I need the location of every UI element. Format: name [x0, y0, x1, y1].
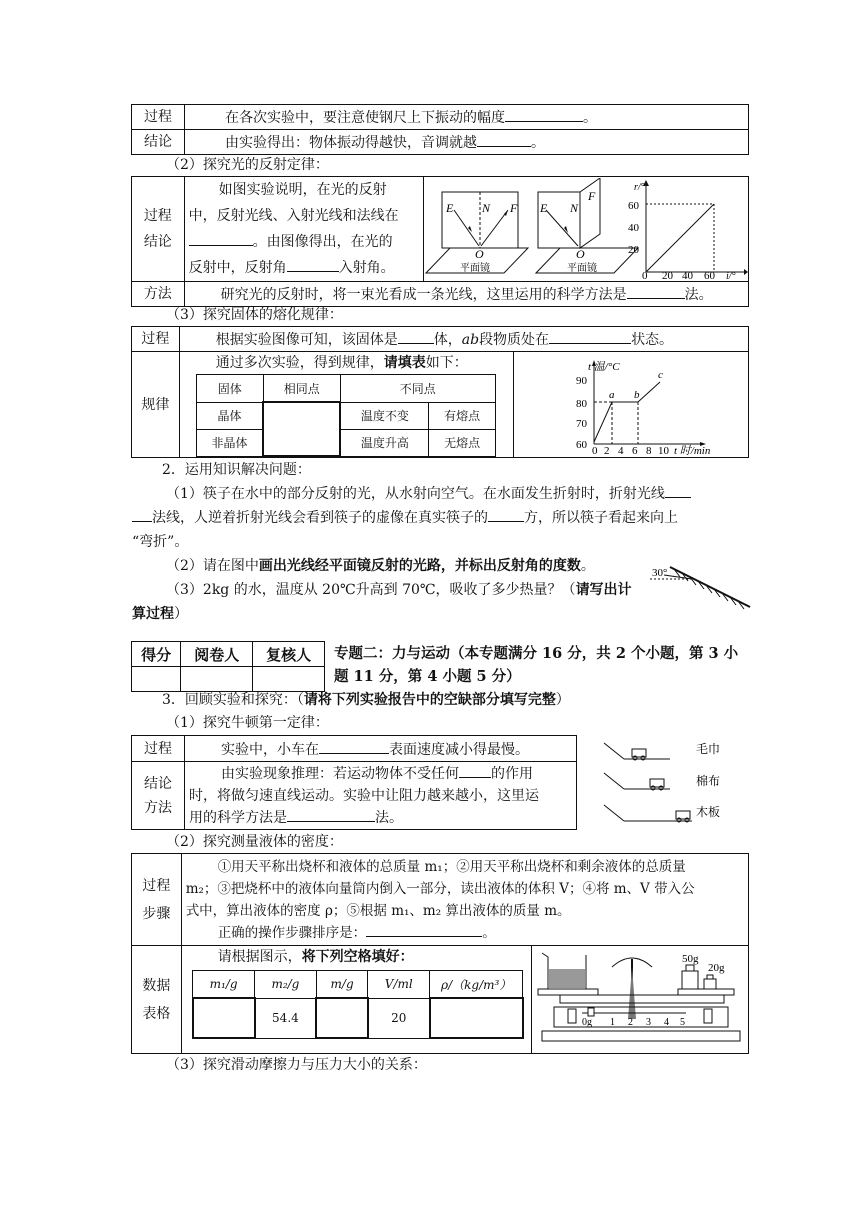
- density-input[interactable]: [430, 998, 523, 1038]
- question-2: 2．运用知识解决问题： （1）筷子在水中的部分反射的光，从水射向空气。在水面发生折射时，折射光线 法线，人逆着折射光线会看到筷子的虚像在真实筷子的 方，所以筷子看起来向上 “弯折”。 （2）请在图中画出光线经平面镜反射的光路，并标出反射角的度数。 （3）2kg 的水，温度从 20℃升高到 70℃，吸收了多少热量？（请写出计 算过程）: [150, 458, 760, 618]
- melting-table: [131, 326, 749, 458]
- svg-text:60: 60: [628, 200, 639, 212]
- method-label: 方法: [132, 282, 185, 307]
- svg-text:60: 60: [704, 270, 715, 280]
- svg-text:F: F: [510, 201, 518, 215]
- answer-blank[interactable]: [505, 107, 583, 122]
- svg-text:20: 20: [662, 270, 673, 280]
- topic-2-heading: 专题二：力与运动（本专题满分 16 分，共 2 个小题，第 3 小 题 11 分，第 4 小题 5 分）: [334, 645, 739, 685]
- reflection-text: 如图实验说明，在光的反射 中，反射光线、入射光线和法线在 。由图像得出，在光的 反射中，反射角 入射角。: [184, 177, 423, 282]
- reflection-table: [131, 176, 749, 307]
- mirror-diagram: [424, 178, 748, 280]
- section-heading: （2）探究光的反射定律：: [166, 157, 329, 173]
- svg-text:60: 60: [576, 438, 587, 451]
- mirror-angle-figure: [650, 555, 755, 615]
- svg-text:2: 2: [628, 1016, 633, 1028]
- grader-label: 阅卷人: [181, 642, 253, 667]
- m1-input[interactable]: [193, 998, 255, 1038]
- svg-text:c: c: [658, 368, 663, 381]
- newton-conclusion-text: 由实验现象推理：若运动物体不受任何 的作用 时，将做匀速直线运动。实验中让阻力越来越小，这里运 用的科学方法是 法。: [185, 762, 577, 830]
- svg-text:N: N: [482, 201, 491, 215]
- svg-text:t 温/°C: t 温/°C: [588, 360, 620, 373]
- process-label: 过程: [132, 736, 185, 762]
- newton-table: [131, 735, 577, 830]
- same-point-input[interactable]: [263, 402, 340, 456]
- svg-text:0g: 0g: [582, 1016, 592, 1028]
- answer-blank[interactable]: [366, 922, 482, 937]
- question-3-title: 3．回顾实验和探究：（请将下列实验报告中的空缺部分填写完整）: [162, 692, 570, 708]
- svg-text:E: E: [540, 201, 548, 215]
- section-heading: （3）探究固体的熔化规律：: [166, 307, 343, 323]
- svg-text:90: 90: [576, 374, 587, 387]
- density-steps-text: ①用天平称出烧杯和液体的总质量 m₁；②用天平称出烧杯和剩余液体的总质量 m₂；③把烧杯中的液体向量筒内倒入一部分，读出液体的体积 V；④将 m、V 带入公 式中，算出液体的密度 ρ；⑤根据 m₁、m₂ 算出液体的质量 m。 正确的操作步骤排序是： 。: [181, 854, 748, 946]
- svg-text:10: 10: [658, 444, 669, 456]
- svg-text:20g: 20g: [708, 961, 725, 974]
- answer-blank[interactable]: [665, 483, 691, 498]
- svg-text:30°: 30°: [652, 567, 668, 579]
- rule-label: 规律: [132, 352, 180, 458]
- svg-text:0: 0: [592, 444, 598, 456]
- svg-text:4: 4: [664, 1016, 669, 1028]
- section-heading: （3）探究滑动摩擦力与压力大小的关系：: [166, 1057, 427, 1073]
- conclusion-label: 结论: [132, 130, 185, 155]
- process-steps-label: 过程 步骤: [132, 854, 182, 946]
- process-text: 在各次实验中，要注意使钢尺上下振动的幅度 。: [185, 105, 749, 130]
- vibration-table: [131, 104, 749, 155]
- score-box: [131, 641, 325, 692]
- svg-text:平面镜: 平面镜: [460, 263, 490, 274]
- svg-text:0: 0: [642, 270, 648, 280]
- svg-text:3: 3: [646, 1016, 651, 1028]
- svg-text:平面镜: 平面镜: [567, 263, 597, 274]
- svg-text:1: 1: [610, 1016, 615, 1028]
- incline-figures: [580, 735, 750, 831]
- density-table: [131, 853, 749, 1054]
- svg-text:F: F: [588, 189, 596, 203]
- svg-text:40: 40: [628, 222, 639, 234]
- svg-text:6: 6: [632, 444, 638, 456]
- svg-text:O: O: [576, 247, 585, 261]
- balance-figure-cell: [532, 946, 749, 1054]
- answer-blank[interactable]: [477, 132, 531, 147]
- process-label: 过程: [132, 105, 185, 130]
- section-heading: （1）探究牛顿第一定律：: [166, 715, 329, 731]
- melting-graph-cell: [514, 352, 749, 458]
- m2-value: 54.4: [255, 998, 317, 1038]
- conclusion-text: 由实验得出：物体振动得越快，音调就越 。: [185, 130, 749, 155]
- v-value: 20: [368, 998, 430, 1038]
- svg-text:O: O: [475, 247, 484, 261]
- density-data-cell: 请根据图示，将下列空格填好： m₁/g m₂/g m/g V/ml ρ/（kg/m³） 54.4 20: [181, 946, 531, 1054]
- process-conclusion-label: 过程 结论: [132, 177, 185, 282]
- svg-text:8: 8: [646, 444, 652, 456]
- m-input[interactable]: [316, 998, 368, 1038]
- process-label: 过程: [132, 327, 180, 352]
- reflection-figures: [424, 177, 749, 282]
- newton-process-text: 实验中，小车在 表面速度减小得最慢。: [185, 736, 577, 762]
- svg-text:r/°: r/°: [634, 182, 645, 193]
- svg-text:20: 20: [628, 244, 639, 256]
- answer-blank[interactable]: [132, 507, 152, 522]
- answer-blank[interactable]: [459, 763, 491, 778]
- svg-text:N: N: [570, 201, 579, 215]
- melting-process-text: 根据实验图像可知，该固体是 体，ab段物质处在 状态。: [179, 327, 748, 352]
- data-table-label: 数据 表格: [132, 946, 182, 1054]
- answer-blank[interactable]: [488, 507, 524, 522]
- svg-text:4: 4: [618, 444, 624, 456]
- answer-blank[interactable]: [398, 329, 434, 344]
- svg-text:2: 2: [604, 444, 610, 456]
- answer-blank[interactable]: [287, 257, 339, 272]
- melting-graph: [514, 354, 748, 456]
- svg-text:50g: 50g: [682, 952, 699, 965]
- rule-cell: 通过多次实验，得到规律，请填表如下： 固体 相同点 不同点 晶体 温度不变 有熔点 非晶体 温度升高 无熔点: [179, 352, 513, 458]
- score-label: 得分: [132, 642, 181, 667]
- svg-text:70: 70: [576, 417, 587, 430]
- answer-blank[interactable]: [627, 284, 685, 299]
- conclusion-method-label: 结论 方法: [132, 762, 185, 830]
- svg-text:t 时/min: t 时/min: [674, 444, 711, 456]
- svg-text:毛巾: 毛巾: [696, 742, 721, 756]
- svg-text:E: E: [446, 201, 454, 215]
- svg-text:80: 80: [576, 397, 587, 410]
- svg-text:a: a: [609, 388, 615, 401]
- reviewer-label: 复核人: [253, 642, 325, 667]
- answer-blank[interactable]: [189, 231, 253, 246]
- svg-text:b: b: [634, 388, 640, 401]
- svg-text:40: 40: [682, 270, 693, 280]
- balance-figure: [532, 947, 748, 1053]
- svg-text:木板: 木板: [696, 805, 721, 819]
- svg-text:5: 5: [680, 1016, 685, 1028]
- svg-text:i/°: i/°: [726, 271, 736, 280]
- density-data-table: m₁/g m₂/g m/g V/ml ρ/（kg/m³） 54.4 20: [192, 970, 524, 1039]
- section-heading: （2）探究测量液体的密度：: [166, 834, 343, 850]
- melting-rule-table: 固体 相同点 不同点 晶体 温度不变 有熔点 非晶体 温度升高 无熔点: [196, 374, 496, 457]
- answer-blank[interactable]: [287, 807, 375, 822]
- method-text: 研究光的反射时，将一束光看成一条光线，这里运用的科学方法是 法。: [184, 282, 748, 307]
- answer-blank[interactable]: [549, 329, 631, 344]
- answer-blank[interactable]: [319, 739, 389, 754]
- svg-text:棉布: 棉布: [696, 774, 721, 788]
